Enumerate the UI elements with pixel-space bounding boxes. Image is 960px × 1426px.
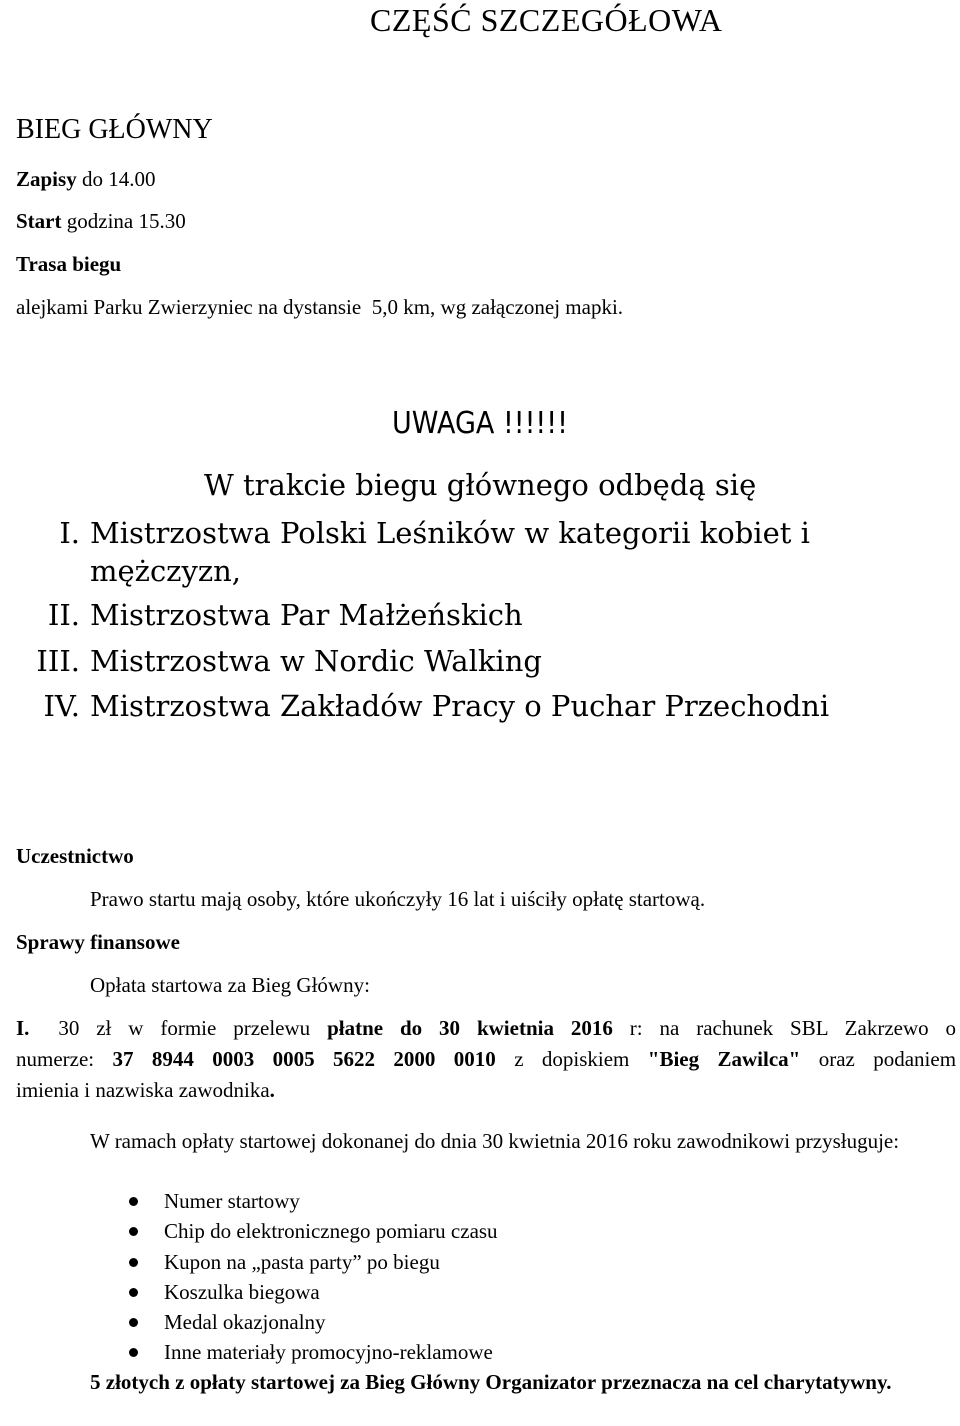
championship-number: I. [59,516,80,550]
championship-item: Mistrzostwa Polski Leśników w kategorii kobiet i [90,516,810,550]
fee-note-rest: oraz podaniem [818,1047,957,1071]
section-title: BIEG GŁÓWNY [16,114,213,145]
notice-intro: W trakcie biegu głównego odbędą się [204,468,757,502]
fee-period: . [269,1078,275,1102]
fee-deadline: płatne do 30 kwietnia 2016 [327,1016,613,1040]
list-item: Numer startowy [0,1186,498,1216]
finance-label: Sprawy finansowe [16,930,180,954]
start-value: godzina 15.30 [66,209,186,233]
championship-number: IV. [43,689,80,723]
benefits-intro: W ramach opłaty startowej dokonanej do dnia 30 kwietnia 2016 roku zawodnikowi przysługuje: [90,1129,900,1153]
fee-name-line: imienia i nazwiska zawodnika [16,1078,270,1102]
fee-account-number: 37 8944 0003 0005 5622 2000 0010 [112,1047,496,1071]
fee-note-title: "Bieg Zawilca" [647,1047,801,1071]
start-line [16,209,186,234]
bullet-icon [129,1348,138,1357]
bullet-icon [129,1258,138,1267]
list-item: Kupon na „pasta party” po biegu [0,1247,498,1277]
fee-number: I. [16,1016,30,1040]
route-description: alejkami Parku Zwierzyniec na dystansie 5,0 km, wg załączonej mapki. [16,295,624,319]
benefits-list [0,1186,498,1368]
page-title: CZĘŚĆ SZCZEGÓŁOWA [370,2,723,38]
participation-label: Uczestnictwo [16,844,134,868]
notice-title: UWAGA !!!!!! [392,406,568,441]
registration-label: Zapisy [16,167,77,191]
list-item: Inne materiały promocyjno-reklamowe [0,1337,498,1367]
championship-item: Mistrzostwa w Nordic Walking [90,644,542,678]
list-item: Koszulka biegowa [0,1277,498,1307]
fee-note-intro: z dopiskiem [514,1047,630,1071]
fee-line-1 [16,1013,956,1044]
start-label: Start [16,209,62,233]
championship-item: Mistrzostwa Par Małżeńskich [90,598,523,632]
bullet-icon [129,1197,138,1206]
list-item: Chip do elektronicznego pomiaru czasu [0,1216,498,1246]
bullet-icon [129,1288,138,1297]
bullet-icon [129,1227,138,1236]
registration-value: do 14.00 [81,167,156,191]
registration-line [16,167,155,192]
fee-line-2 [16,1044,956,1075]
route-label: Trasa biegu [16,252,122,276]
championship-number: II. [47,598,80,632]
fee-amount: 30 zł w formie przelewu [58,1016,311,1040]
championship-item: Mistrzostwa Zakładów Pracy o Puchar Przechodni [90,689,830,723]
participation-text: Prawo startu mają osoby, które ukończyły 16 lat i uiściły opłatę startową. [90,887,706,911]
bullet-icon [129,1318,138,1327]
fee-account-label: numerze: [16,1047,95,1071]
fee-details [16,1013,956,1106]
closing-note: 5 złotych z opłaty startowej za Bieg Główny Organizator przeznacza na cel charytatywny. [90,1370,892,1394]
fee-line-3 [16,1075,956,1106]
championship-number: III. [36,644,80,678]
fee-account-intro: r: na rachunek SBL Zakrzewo o [629,1016,957,1040]
fee-heading: Opłata startowa za Bieg Główny: [90,973,370,997]
list-item: Medal okazjonalny [0,1307,498,1337]
championship-item-continued: mężczyzn, [90,554,242,588]
